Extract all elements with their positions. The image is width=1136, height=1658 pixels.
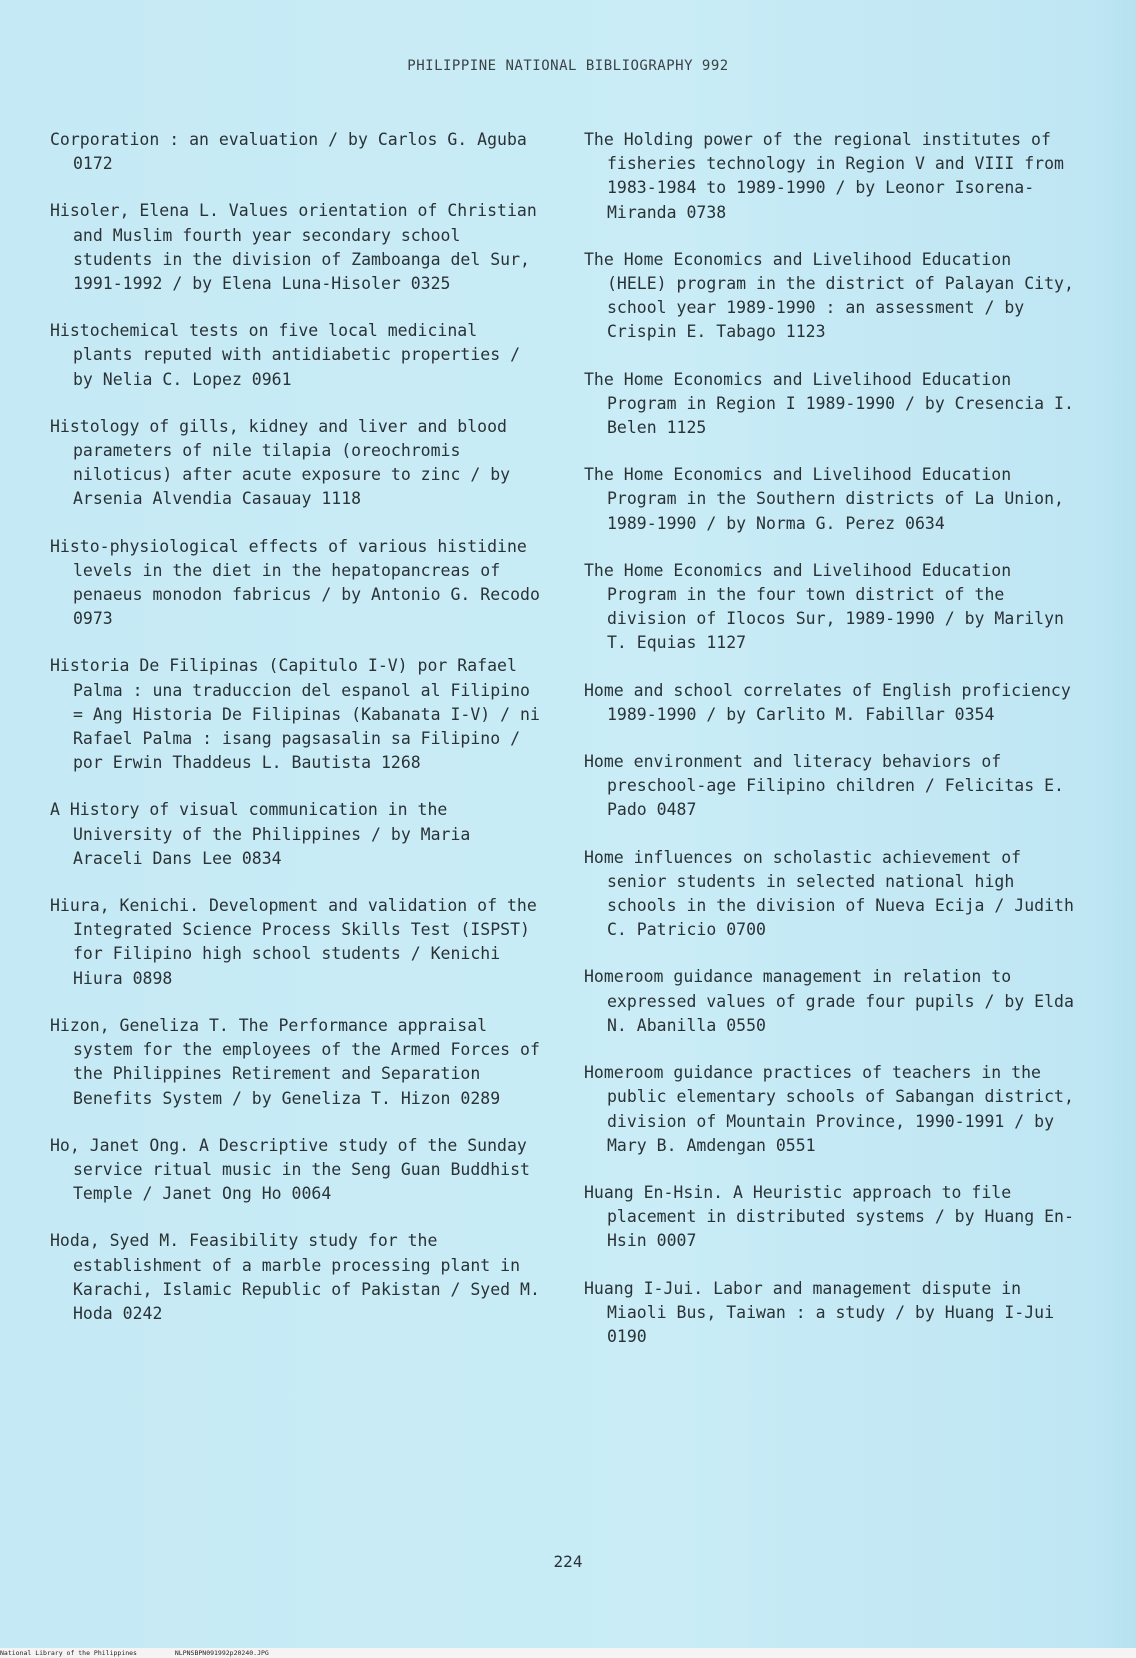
bibliography-entry: Homeroom guidance management in relation to expressed values of grade four pupils / by Elda N. Abanilla 0550	[584, 967, 1074, 1035]
bibliography-entry: Histo-physiological effects of various histidine levels in the diet in the hepatopancreas of penaeus monodon fabricus / by Antonio G. Recodo 0973	[50, 536, 540, 629]
page-number: 224	[553, 1552, 583, 1571]
bibliography-entry: Home environment and literacy behaviors of preschool-age Filipino children / Felicitas E. Pado 0487	[584, 752, 1064, 820]
bibliography-entry: Hizon, Geneliza T. The Performance appraisal system for the employees of the Armed Forces of the Philippines Retirement and Separation Benefits System / by Geneliza T. Hizon 0289	[50, 1015, 540, 1108]
bibliography-entry: The Home Economics and Livelihood Education Program in the Southern districts of La Union, 1989-1990 / by Norma G. Perez 0634	[584, 465, 1064, 533]
left-column	[50, 128, 540, 1349]
bibliography-entry: Historia De Filipinas (Capitulo I-V) por Rafael Palma : una traduccion del espanol al Filipino = Ang Historia De Filipinas (Kabanata I-V) / ni Rafael Palma : isang pagsasalin sa Filipino / por Erwin Thaddeus L. Bautista 1268	[50, 656, 540, 773]
bibliography-entry: Histochemical tests on five local medicinal plants reputed with antidiabetic properties / by Nelia C. Lopez 0961	[50, 321, 521, 389]
bibliography-entry: Hoda, Syed M. Feasibility study for the establishment of a marble processing plant in Karachi, Islamic Republic of Pakistan / Syed M. Hoda 0242	[50, 1231, 540, 1323]
bibliography-entry: Ho, Janet Ong. A Descriptive study of the Sunday service ritual music in the Seng Guan Buddhist Temple / Janet Ong Ho 0064	[50, 1135, 530, 1204]
footer-filename: NLPNSBPN091992p20240.JPG	[174, 1649, 269, 1657]
bibliography-entry: Histology of gills, kidney and liver and blood parameters of nile tilapia (oreochromis niloticus) after acute exposure to zinc / by Arsenia Alvendia Casauay 1118	[50, 416, 511, 509]
bibliography-entry: Corporation : an evaluation / by Carlos G. Aguba 0172	[50, 130, 527, 174]
bibliography-entry: Hisoler, Elena L. Values orientation of Christian and Muslim fourth year secondary school students in the division of Zamboanga del Sur, 1991-1992 / by Elena Luna-Hisoler 0325	[50, 201, 537, 294]
scan-footer	[0, 1648, 1136, 1658]
bibliography-entry: Home and school correlates of English proficiency 1989-1990 / by Carlito M. Fabillar 0354	[584, 680, 1071, 724]
bibliography-entry: Home influences on scholastic achievement of senior students in selected national high schools in the division of Nueva Ecija / Judith C. Patricio 0700	[584, 847, 1074, 940]
right-column	[584, 128, 1074, 1372]
bibliography-entry: The Home Economics and Livelihood Education Program in the four town district of the division of Ilocos Sur, 1989-1990 / by Marilyn T. Equias 1127	[584, 560, 1064, 653]
bibliography-entry: Hiura, Kenichi. Development and validation of the Integrated Science Process Skills Test (ISPST) for Filipino high school students / Kenichi Hiura 0898	[50, 896, 537, 988]
bibliography-entry: The Holding power of the regional institutes of fisheries technology in Region V and VIII from 1983-1984 to 1989-1990 / by Leonor Isorena-Miranda 0738	[584, 130, 1064, 222]
footer-library: National Library of the Philippines	[0, 1649, 137, 1657]
bibliography-entry: Huang En-Hsin. A Heuristic approach to file placement in distributed systems / by Huang En-Hsin 0007	[584, 1182, 1074, 1251]
bibliography-entry: A History of visual communication in the University of the Philippines / by Maria Araceli Dans Lee 0834	[50, 800, 471, 868]
page-header: PHILIPPINE NATIONAL BIBLIOGRAPHY 992	[407, 58, 729, 74]
bibliography-entry: Homeroom guidance practices of teachers in the public elementary schools of Sabangan district, division of Mountain Province, 1990-1991 / by Mary B. Amdengan 0551	[584, 1063, 1074, 1155]
bibliography-entry: The Home Economics and Livelihood Education Program in Region I 1989-1990 / by Cresencia I. Belen 1125	[584, 369, 1074, 438]
bibliography-entry: Huang I-Jui. Labor and management dispute in Miaoli Bus, Taiwan : a study / by Huang I-Jui 0190	[584, 1278, 1055, 1346]
bibliography-entry: The Home Economics and Livelihood Education (HELE) program in the district of Palayan City, school year 1989-1990 : an assessment / by Crispin E. Tabago 1123	[584, 249, 1074, 342]
